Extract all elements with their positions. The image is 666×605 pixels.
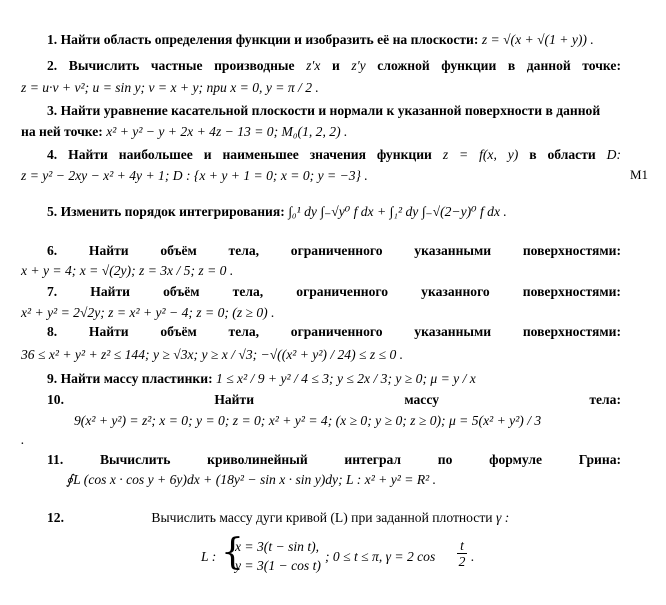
problem-11-word: криволинейный xyxy=(207,452,308,467)
problem-10-line-2 xyxy=(74,413,634,429)
problem-2-text-2: сложной функции в данной точке: xyxy=(377,58,621,73)
problem-3-text-2: на ней точке: xyxy=(21,124,103,139)
problem-7-number: 7. xyxy=(47,284,58,299)
problem-1 xyxy=(47,32,647,48)
problem-7-word: поверхностями: xyxy=(522,284,621,299)
problem-5-text: Изменить порядок интегрирования: xyxy=(60,204,285,219)
problem-11-word: по xyxy=(437,452,453,467)
problem-5-number: 5. xyxy=(47,204,58,219)
problem-2-and: и xyxy=(332,58,340,73)
problem-1-text: Найти область определения функции и изобразить её на плоскости: xyxy=(60,32,479,47)
problem-3-number: 3. xyxy=(47,103,58,118)
problem-4-text: Найти наибольшее и наименьшее значения функции xyxy=(68,147,432,162)
problem-7-word: тела, xyxy=(232,284,264,299)
problem-6-word: указанными xyxy=(414,243,492,258)
problem-11-number: 11. xyxy=(47,452,64,467)
problem-6-number: 6. xyxy=(47,243,58,258)
problem-4-formula: z = y² − 2xy − x² + 4y + 1; D : {x + y + 1 = 0; x = 0; y = −3} . xyxy=(21,168,368,183)
problem-11-word: формуле xyxy=(489,452,542,467)
problem-4-line-1 xyxy=(21,147,621,163)
problem-2-formula: z = u·v + v²; u = sin y; v = x + y; при x = 0, y = π / 2 . xyxy=(21,80,319,95)
problem-7-word: объём xyxy=(163,284,200,299)
fraction-numerator: t xyxy=(457,539,467,554)
problem-6-word: ограниченного xyxy=(290,243,383,258)
problem-10-word: Найти xyxy=(214,392,255,407)
problem-8-word: объём xyxy=(160,324,197,339)
problem-5-formula: ∫₀¹ dy ∫₋√y⁰ f dx + ∫₁² dy ∫₋√(2−y)⁰ f dx . xyxy=(288,204,507,219)
problem-2-line-1 xyxy=(21,58,621,74)
problem-5 xyxy=(21,204,621,220)
problem-3-text: Найти уравнение касательной плоскости и нормали к указанной поверхности в данной xyxy=(60,103,601,118)
problem-12-text: Вычислить массу дуги кривой (L) при заданной плотности xyxy=(151,510,493,525)
problem-2-zx: z′x xyxy=(306,58,321,73)
side-label: М1 xyxy=(630,167,649,182)
problem-2-number: 2. xyxy=(47,58,58,73)
problem-10-word: массу xyxy=(404,392,439,407)
problem-9-number: 9. xyxy=(47,371,58,386)
problem-8-line-2 xyxy=(21,347,621,363)
problem-6-word: тела, xyxy=(228,243,260,258)
problem-4-function: z = f(x, y) xyxy=(442,147,519,162)
problem-12-fraction xyxy=(457,539,467,570)
problem-8-word: указанными xyxy=(414,324,492,339)
problem-3-line-1 xyxy=(21,103,621,119)
problem-6-formula: x + y = 4; x = √(2y); z = 3x / 5; z = 0 . xyxy=(21,263,234,278)
problem-9-formula: 1 ≤ x² / 9 + y² / 4 ≤ 3; y ≤ 2x / 3; y ≥ 0; μ = y / x xyxy=(216,371,476,386)
problem-11-line-1 xyxy=(21,452,621,468)
problem-2-zy: z′y xyxy=(351,58,366,73)
system-brace: { xyxy=(221,532,244,573)
problem-10-line-3 xyxy=(21,432,621,448)
problem-9-text: Найти массу пластинки: xyxy=(60,371,213,386)
problem-8-word: Найти xyxy=(88,324,129,339)
problem-1-number: 1. xyxy=(47,32,58,47)
problem-8-word: тела, xyxy=(228,324,260,339)
problem-8-number: 8. xyxy=(47,324,58,339)
problem-12-eq-x: x = 3(t − sin t), xyxy=(235,539,320,554)
problem-2-line-2 xyxy=(21,80,621,96)
problem-10-formula: 9(x² + y²) = z²; x = 0; y = 0; z = 0; x² + y² = 4; (x ≥ 0; y ≥ 0; z ≥ 0); μ = 5(x² + y²) / 3 xyxy=(74,413,542,428)
problem-7-word: указанного xyxy=(421,284,490,299)
problem-11-word: Вычислить xyxy=(99,452,171,467)
problem-11-line-2 xyxy=(66,472,666,488)
problem-8-word: поверхностями: xyxy=(522,324,621,339)
problem-7-line-1 xyxy=(21,284,621,300)
problem-8-formula: 36 ≤ x² + y² + z² ≤ 144; y ≥ √3x; y ≥ x / √3; −√((x² + y²) / 24) ≤ z ≤ 0 . xyxy=(21,347,404,362)
problem-6-line-2 xyxy=(21,263,621,279)
problem-12-line-1 xyxy=(21,510,621,526)
problem-10-number: 10. xyxy=(47,392,64,407)
problem-7-line-2 xyxy=(21,305,621,321)
problem-6-word: поверхностями: xyxy=(522,243,621,258)
problem-11-word: Грина: xyxy=(578,452,622,467)
problem-12-system xyxy=(201,532,521,577)
problem-7-formula: x² + y² = 2√2y; z = x² + y² − 4; z = 0; (z ≥ 0) . xyxy=(21,305,275,320)
problem-6-word: объём xyxy=(160,243,197,258)
problem-12-eq-y: y = 3(1 − cos t) xyxy=(235,558,321,573)
fraction-denominator: 2 xyxy=(458,554,466,569)
problem-11-formula: ∮L (cos x · cos y + 6y)dx + (18y² − sin x · sin y)dy; L : x² + y² = R² . xyxy=(66,472,436,487)
problem-12-l-label: L : xyxy=(201,549,217,564)
problem-10-dot: . xyxy=(21,432,25,447)
problem-4-domain: D: xyxy=(606,147,622,162)
problem-6-line-1 xyxy=(21,243,621,259)
problem-2-text: Вычислить частные производные xyxy=(68,58,295,73)
problem-1-formula: z = √(x + √(1 + y)) . xyxy=(481,32,594,47)
problem-12-gamma: γ : xyxy=(495,510,510,525)
problem-4-text-2: в области xyxy=(529,147,596,162)
problem-8-word: ограниченного xyxy=(290,324,383,339)
problem-4-line-2 xyxy=(21,168,621,184)
problem-12-number: 12. xyxy=(47,510,64,525)
problem-7-word: Найти xyxy=(90,284,130,299)
problem-8-line-1 xyxy=(21,324,621,340)
problem-10-line-1 xyxy=(21,392,621,408)
problem-4-number: 4. xyxy=(47,147,58,162)
problem-3-line-2 xyxy=(21,124,621,140)
problem-10-word: тела: xyxy=(589,392,621,407)
problem-12-tail: ; 0 ≤ t ≤ π, γ = 2 cos xyxy=(325,549,436,564)
problem-7-word: ограниченного xyxy=(296,284,389,299)
problem-12-end: . xyxy=(471,549,475,564)
problem-3-formula: x² + y² − y + 2x + 4z − 13 = 0; M₀(1, 2, 2) . xyxy=(106,124,348,139)
problem-9 xyxy=(21,371,621,387)
problem-11-word: интеграл xyxy=(344,452,402,467)
problem-6-word: Найти xyxy=(88,243,129,258)
